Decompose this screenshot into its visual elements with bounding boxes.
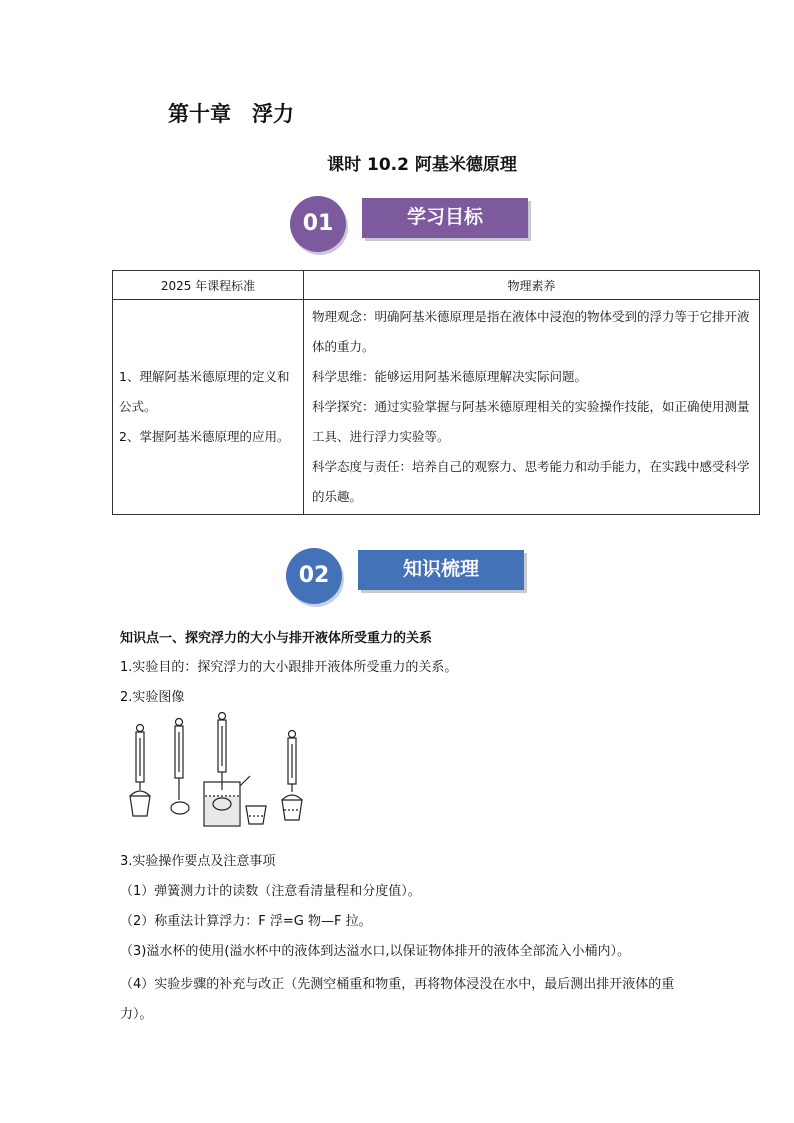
spring-scale-overflow-cup <box>204 713 266 827</box>
knowledge-point-title: 知识点一、探究浮力的大小与排开液体所受重力的关系 <box>120 631 433 646</box>
table-header-standard: 2025 年课程标准 <box>113 271 304 300</box>
literacy-item: 科学思维：能够运用阿基米德原理解决实际问题。 <box>312 369 588 384</box>
spring-scale-bucket <box>130 725 150 817</box>
section-number: 02 <box>286 548 342 604</box>
section-number: 01 <box>290 196 346 252</box>
spring-scale-bucket-water <box>282 731 302 821</box>
literacy-item: 科学探究：通过实验掌握与阿基米德原理相关的实验操作技能，如正确使用测量工具、进行浮力实验等。 <box>312 399 750 444</box>
notes-heading: 3.实验操作要点及注意事项 <box>120 854 276 869</box>
image-heading: 2.实验图像 <box>120 690 185 705</box>
literacy-cell <box>304 300 760 515</box>
literacy-item: 科学态度与责任：培养自己的观察力、思考能力和动手能力，在实践中感受科学的乐趣。 <box>312 459 750 504</box>
table-header-literacy: 物理素养 <box>304 271 760 300</box>
section-title: 知识梳理 <box>358 550 524 590</box>
standard-item: 1、理解阿基米德原理的定义和公式。 <box>119 369 290 414</box>
goals-table <box>112 270 760 515</box>
standards-cell <box>113 300 304 515</box>
note-item: （1）弹簧测力计的读数（注意看清量程和分度值）。 <box>120 884 421 899</box>
note-item: （2）称重法计算浮力：F 浮=G 物—F 拉。 <box>120 914 372 929</box>
note-item: （4）实验步骤的补充与改正（先测空桶重和物重，再将物体浸没在水中，最后测出排开液体的重力）。 <box>120 977 675 1022</box>
experiment-purpose: 1.实验目的：探究浮力的大小跟排开液体所受重力的关系。 <box>120 660 458 675</box>
experiment-figure <box>122 712 312 830</box>
chapter-title: 第十章 浮力 <box>168 102 294 126</box>
lesson-title: 课时 10.2 阿基米德原理 <box>327 155 517 175</box>
section-title: 学习目标 <box>362 198 528 238</box>
standard-item: 2、掌握阿基米德原理的应用。 <box>119 429 290 444</box>
note-item: （3)溢水杯的使用(溢水杯中的液体到达溢水口,以保证物体排开的液体全部流入小桶内）。 <box>120 944 631 959</box>
spring-scale-object <box>171 719 189 815</box>
literacy-item: 物理观念：明确阿基米德原理是指在液体中浸泡的物体受到的浮力等于它排开液体的重力。 <box>312 309 750 354</box>
